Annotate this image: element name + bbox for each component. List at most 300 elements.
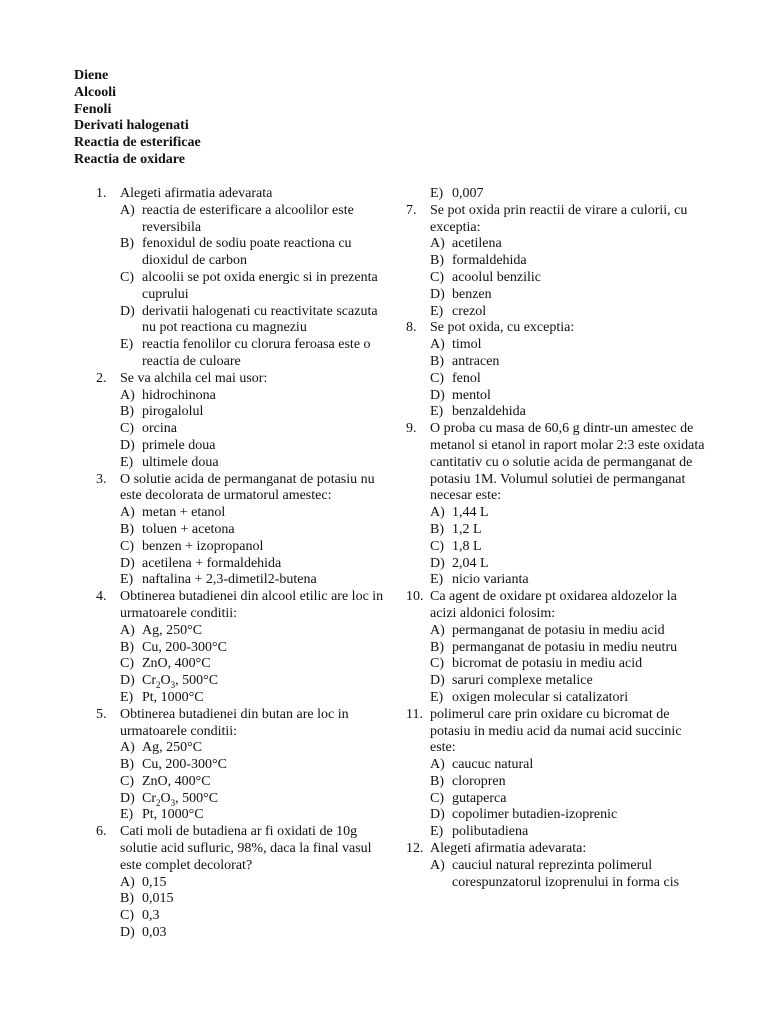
answer-option <box>120 690 392 707</box>
option-list <box>96 740 392 824</box>
question-item <box>406 841 706 891</box>
option-letter: A) <box>120 505 135 521</box>
option-text-main: Cu, 200-300°C <box>142 639 227 655</box>
question-item <box>96 186 392 371</box>
option-text <box>452 522 482 537</box>
answer-option <box>120 875 392 892</box>
option-text-main: alcoolii se pot oxida energic si in prezenta cuprului <box>142 269 378 302</box>
option-letter: E) <box>120 689 134 705</box>
option-letter: E) <box>430 824 444 840</box>
option-letter: D) <box>430 387 445 403</box>
question-number: 10. <box>406 589 424 605</box>
option-text <box>142 421 177 436</box>
option-letter: B) <box>430 353 444 369</box>
subscript: 2 <box>156 679 161 690</box>
option-text <box>142 656 211 671</box>
question-number: 9. <box>406 421 417 437</box>
answer-option <box>120 623 392 640</box>
option-text <box>142 203 354 235</box>
answer-option <box>120 673 392 690</box>
answer-option <box>120 891 392 908</box>
answer-option <box>120 556 392 573</box>
option-list <box>406 337 706 421</box>
option-letter: D) <box>120 555 135 571</box>
option-text-main: 1,2 L <box>452 521 482 537</box>
option-letter: A) <box>120 622 135 638</box>
option-letter: A) <box>430 857 445 873</box>
option-text-main: Ag, 250°C <box>142 622 203 638</box>
option-letter: E) <box>120 807 134 823</box>
option-text <box>452 371 481 386</box>
option-text <box>452 791 506 806</box>
option-text-main: hidrochinona <box>142 387 216 403</box>
answer-option <box>120 203 392 237</box>
option-letter: B) <box>430 253 444 269</box>
option-text <box>142 438 215 453</box>
left-column <box>96 186 392 942</box>
option-letter: D) <box>430 286 445 302</box>
answer-option <box>430 640 706 657</box>
answer-option <box>120 236 392 270</box>
answer-option <box>430 354 706 371</box>
question <box>406 707 706 757</box>
option-list <box>96 623 392 707</box>
option-letter: B) <box>120 521 134 537</box>
answer-option <box>430 253 706 270</box>
option-text-main: mentol <box>452 387 491 403</box>
option-text <box>452 556 489 571</box>
option-text-main: 0,3 <box>142 908 160 924</box>
option-text-main: acoolul benzilic <box>452 269 542 285</box>
option-list <box>406 505 706 589</box>
question-item <box>96 707 392 825</box>
option-text-main: benzaldehida <box>452 404 526 420</box>
option-text-main: 0,15 <box>142 874 167 890</box>
option-text-main: Pt, 1000°C <box>142 689 204 705</box>
option-text <box>142 908 160 923</box>
section-heading: Derivati halogenati <box>74 118 189 134</box>
option-text-main: 1,44 L <box>452 505 489 521</box>
question-text: Se pot oxida, cu exceptia: <box>430 320 575 336</box>
option-text <box>142 337 371 369</box>
answer-option <box>430 505 706 522</box>
option-text-main: metan + etanol <box>142 505 226 521</box>
option-text-main: acetilena <box>452 236 502 252</box>
option-text <box>142 791 218 806</box>
option-letter: B) <box>430 521 444 537</box>
answer-option <box>120 337 392 371</box>
option-text <box>452 858 679 890</box>
answer-option <box>120 270 392 304</box>
answer-option <box>430 388 706 405</box>
option-text-main: 0,015 <box>142 891 174 907</box>
question-number: 8. <box>406 320 417 336</box>
option-text <box>142 673 218 688</box>
option-text <box>452 656 642 671</box>
option-text-main: Ag, 250°C <box>142 740 203 756</box>
option-text <box>142 623 202 638</box>
option-text-main: gutaperca <box>452 790 507 806</box>
question <box>96 589 392 623</box>
question <box>406 841 706 858</box>
option-letter: C) <box>430 656 444 672</box>
question-number: 4. <box>96 589 107 605</box>
option-letter: A) <box>430 622 445 638</box>
option-text-main: Cu, 200-300°C <box>142 757 227 773</box>
answer-option <box>120 807 392 824</box>
option-text-main: orcina <box>142 421 177 437</box>
option-letter: C) <box>430 790 444 806</box>
question <box>96 707 392 741</box>
option-text-main: timol <box>452 337 482 353</box>
question-text: Se pot oxida prin reactii de virare a culorii, cu exceptia: <box>430 202 688 235</box>
question-number: 6. <box>96 824 107 840</box>
option-letter: B) <box>120 404 134 420</box>
option-text <box>142 757 227 772</box>
question-text: O solutie acida de permanganat de potasiu nu este decolorata de urmatorul amestec: <box>120 471 375 504</box>
option-text <box>452 640 677 655</box>
option-text-main: ZnO, 400°C <box>142 773 211 789</box>
option-letter: E) <box>430 303 444 319</box>
question-number: 1. <box>96 186 107 201</box>
question <box>96 186 392 203</box>
option-letter: B) <box>120 236 134 252</box>
option-text <box>452 807 617 822</box>
option-list <box>406 757 706 841</box>
option-text-main: 1,8 L <box>452 538 482 554</box>
option-text-main: nicio varianta <box>452 572 529 588</box>
option-text <box>452 270 541 285</box>
option-text-main: cloropren <box>452 773 506 789</box>
option-letter: B) <box>430 773 444 789</box>
option-letter: D) <box>120 437 135 453</box>
option-text-main: 0,03 <box>142 925 167 941</box>
answer-option <box>430 656 706 673</box>
option-text <box>142 270 378 302</box>
option-letter: C) <box>430 538 444 554</box>
answer-option <box>430 858 706 892</box>
option-text-main: oxigen molecular si catalizatori <box>452 689 629 705</box>
question-item <box>406 707 706 841</box>
option-letter: E) <box>430 404 444 420</box>
option-text-main: 2,04 L <box>452 555 489 571</box>
option-text <box>142 539 263 554</box>
option-text-main: copolimer butadien-izoprenic <box>452 807 618 823</box>
question-number: 11. <box>406 706 423 722</box>
option-text <box>452 388 491 403</box>
option-text <box>142 807 204 822</box>
question-text: Alegeti afirmatia adevarata <box>120 186 273 201</box>
question-number: 3. <box>96 471 107 487</box>
subscript: 3 <box>170 797 176 808</box>
question-text: Ca agent de oxidare pt oxidarea aldozelor la acizi aldonici folosim: <box>430 589 677 621</box>
question-item <box>96 371 392 472</box>
option-text-main: acetilena + formaldehida <box>142 555 282 571</box>
answer-option <box>430 791 706 808</box>
answer-option <box>430 304 706 321</box>
question <box>406 320 706 337</box>
option-letter: C) <box>430 370 444 386</box>
option-text-main: permanganat de potasiu in mediu neutru <box>452 639 678 655</box>
option-text <box>142 891 174 906</box>
option-text <box>142 505 225 520</box>
answer-option <box>120 522 392 539</box>
option-text <box>142 556 281 571</box>
question-number: 2. <box>96 370 107 386</box>
answer-option <box>430 270 706 287</box>
question-text: Obtinerea butadienei din butan are loc in urmatoarele conditii: <box>120 706 349 739</box>
answer-option <box>430 807 706 824</box>
option-text-main: toluen + acetona <box>142 521 235 537</box>
option-text-main: Cr <box>142 790 156 806</box>
answer-option <box>120 455 392 472</box>
option-text-main: fenol <box>452 370 481 386</box>
option-letter: A) <box>430 236 445 252</box>
option-letter: D) <box>120 303 135 319</box>
answer-option <box>430 556 706 573</box>
option-letter: A) <box>120 874 135 890</box>
option-text <box>452 337 482 352</box>
answer-option <box>430 236 706 253</box>
option-letter: C) <box>120 538 134 554</box>
section-heading: Reactia de esterificae <box>74 135 201 151</box>
option-list <box>406 858 706 892</box>
option-letter: E) <box>120 337 134 353</box>
option-letter: B) <box>430 639 444 655</box>
question-text: Obtinerea butadienei din alcool etilic are loc in urmatoarele conditii: <box>120 589 384 621</box>
question <box>406 421 706 505</box>
option-text-main: bicromat de potasiu in mediu acid <box>452 656 643 672</box>
option-text-main: 0,007 <box>452 186 484 201</box>
question-text: Cati moli de butadiena ar fi oxidati de 10g solutie acid sufluric, 98%, daca la final vasul este complet decolorat? <box>120 824 372 873</box>
answer-option <box>120 505 392 522</box>
option-text <box>452 354 499 369</box>
answer-option <box>120 404 392 421</box>
question-number: 12. <box>406 841 424 857</box>
option-letter: A) <box>430 757 445 773</box>
option-letter: E) <box>430 186 444 201</box>
option-text-main: caucuc natural <box>452 757 534 773</box>
option-letter: C) <box>430 269 444 285</box>
option-text-main: reactia fenolilor cu clorura feroasa este o reactia de culoare <box>142 337 371 369</box>
option-text-main: ZnO, 400°C <box>142 656 211 672</box>
option-text <box>452 690 628 705</box>
answer-option <box>120 791 392 808</box>
question-text: polimerul care prin oxidare cu bicromat de potasiu in mediu acid da numai acid succinic este: <box>430 706 682 756</box>
option-letter: D) <box>120 925 135 941</box>
option-text-main: fenoxidul de sodiu poate reactiona cu dioxidul de carbon <box>142 236 352 269</box>
option-text <box>452 253 527 268</box>
answer-option <box>430 757 706 774</box>
option-text <box>452 623 665 638</box>
option-text <box>452 824 528 839</box>
question <box>406 589 706 623</box>
option-letter: D) <box>120 673 135 689</box>
option-text-main: reactia de esterificare a alcoolilor este reversibila <box>142 202 354 235</box>
option-text <box>452 186 484 201</box>
option-text <box>452 673 593 688</box>
question-item <box>406 421 706 589</box>
option-text-tail: , 500°C <box>175 790 219 806</box>
option-text <box>142 455 219 470</box>
option-text-main: pirogalolul <box>142 404 204 420</box>
option-text <box>142 572 317 587</box>
option-text-main: permanganat de potasiu in mediu acid <box>452 622 665 638</box>
option-letter: D) <box>430 807 445 823</box>
option-text-mid: O <box>160 673 171 689</box>
answer-option <box>430 404 706 421</box>
option-letter: C) <box>120 773 134 789</box>
option-text <box>142 304 378 336</box>
option-text <box>142 774 211 789</box>
answer-option <box>120 421 392 438</box>
option-text-main: crezol <box>452 303 487 319</box>
question-number: 7. <box>406 202 417 218</box>
option-letter: E) <box>120 572 134 588</box>
option-letter: A) <box>120 202 135 218</box>
option-text-main: Cr <box>142 673 156 689</box>
option-text-main: polibutadiena <box>452 824 529 840</box>
option-letter: A) <box>120 740 135 756</box>
answer-option <box>120 740 392 757</box>
option-text-main: saruri complexe metalice <box>452 673 593 689</box>
option-letter: C) <box>120 269 134 285</box>
option-letter: B) <box>120 757 134 773</box>
option-letter: C) <box>120 908 134 924</box>
question <box>96 472 392 506</box>
option-text-main: primele doua <box>142 437 216 453</box>
question-text: O proba cu masa de 60,6 g dintr-un amestec de metanol si etanol in raport molar 2:3 este oxidata cantitativ cu o solutie acida de permanganat de potasiu 1M. Volumul solutiei de permanganat necesar este: <box>430 421 705 504</box>
section-heading: Diene <box>74 68 109 83</box>
option-letter: D) <box>120 790 135 806</box>
answer-option <box>120 572 392 589</box>
answer-option <box>430 287 706 304</box>
option-text-main: formaldehida <box>452 253 527 269</box>
option-text <box>452 404 526 419</box>
answer-option <box>430 572 706 589</box>
question-item <box>96 472 392 590</box>
question-item <box>406 203 706 321</box>
answer-option <box>430 371 706 388</box>
option-text-tail: , 500°C <box>175 673 219 689</box>
answer-option <box>120 774 392 791</box>
option-letter: E) <box>120 454 134 470</box>
answer-option <box>120 656 392 673</box>
section-heading: Alcooli <box>74 84 116 100</box>
option-text <box>142 925 167 940</box>
question-item <box>96 824 392 942</box>
answer-option <box>120 304 392 338</box>
option-text <box>452 287 492 302</box>
subscript: 3 <box>170 679 176 690</box>
option-text-main: antracen <box>452 353 500 369</box>
option-text-main: Pt, 1000°C <box>142 807 204 823</box>
answer-option <box>120 908 392 925</box>
option-text <box>452 236 502 251</box>
option-list <box>406 236 706 320</box>
option-list <box>96 505 392 589</box>
option-list <box>96 203 392 371</box>
option-letter: B) <box>120 891 134 907</box>
option-text <box>452 505 489 520</box>
option-text-main: naftalina + 2,3-dimetil2-butena <box>142 572 317 588</box>
option-text <box>452 539 482 554</box>
answer-option <box>430 186 706 203</box>
option-letter: A) <box>120 387 135 403</box>
option-letter: E) <box>430 689 444 705</box>
option-letter: A) <box>430 505 445 521</box>
option-text <box>142 640 227 655</box>
option-letter: D) <box>430 555 445 571</box>
question-text: Se va alchila cel mai usor: <box>120 370 268 386</box>
option-list <box>96 388 392 472</box>
right-column <box>406 186 706 891</box>
answer-option <box>120 640 392 657</box>
question-item <box>96 589 392 707</box>
option-text <box>142 404 203 419</box>
answer-option <box>120 438 392 455</box>
question <box>96 824 392 874</box>
answer-option <box>430 522 706 539</box>
option-text <box>452 774 506 789</box>
answer-option <box>120 757 392 774</box>
option-text <box>142 522 235 537</box>
answer-option <box>430 673 706 690</box>
option-text <box>452 757 533 772</box>
question-text: Alegeti afirmatia adevarata: <box>430 841 587 857</box>
question <box>406 203 706 237</box>
question <box>96 371 392 388</box>
option-text-mid: O <box>160 790 171 806</box>
option-list <box>406 623 706 707</box>
option-text <box>452 572 529 587</box>
topic-headings <box>74 68 201 169</box>
option-list <box>96 875 392 942</box>
section-heading: Fenoli <box>74 101 112 117</box>
option-text-main: benzen <box>452 286 492 302</box>
option-letter: C) <box>120 656 134 672</box>
answer-option <box>120 539 392 556</box>
option-letter: B) <box>120 639 134 655</box>
option-text <box>142 740 202 755</box>
option-text-main: derivatii halogenati cu reactivitate scazuta nu pot reactiona cu magneziu <box>142 303 378 336</box>
answer-option <box>430 774 706 791</box>
option-text-main: benzen + izopropanol <box>142 538 264 554</box>
option-list <box>406 186 706 203</box>
answer-option <box>430 824 706 841</box>
option-text-main: ultimele doua <box>142 454 219 470</box>
answer-option <box>430 337 706 354</box>
option-letter: A) <box>430 337 445 353</box>
answer-option <box>120 925 392 942</box>
option-text <box>142 236 352 268</box>
option-text <box>142 388 216 403</box>
option-letter: C) <box>120 421 134 437</box>
answer-option <box>430 690 706 707</box>
question-item <box>406 320 706 421</box>
question-item <box>406 589 706 707</box>
option-text <box>452 304 486 319</box>
option-letter: D) <box>430 673 445 689</box>
option-text <box>142 690 204 705</box>
subscript: 2 <box>156 797 161 808</box>
option-text <box>142 875 167 890</box>
answer-option <box>430 539 706 556</box>
answer-option <box>120 388 392 405</box>
question-number: 5. <box>96 706 107 722</box>
answer-option <box>430 623 706 640</box>
option-text-main: cauciul natural reprezinta polimerul corespunzatorul izoprenului in forma cis <box>452 857 680 890</box>
